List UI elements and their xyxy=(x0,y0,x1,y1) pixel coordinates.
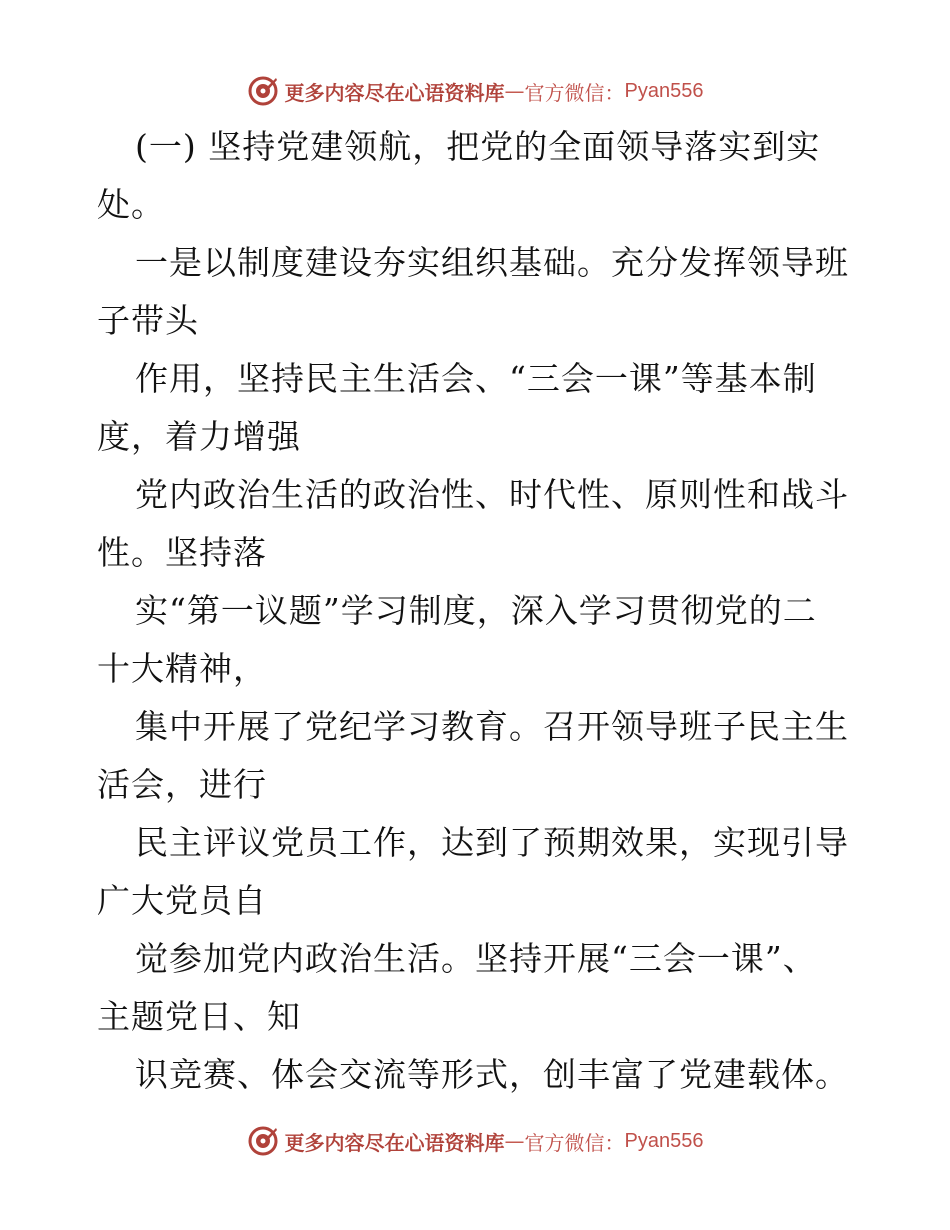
banner-wechat-id: Pyan556 xyxy=(624,1129,704,1152)
banner-wechat-id: Pyan556 xyxy=(624,79,704,102)
footer-banner xyxy=(0,1121,950,1161)
body-line: 觉参加党内政治生活。坚持开展“三会一课”、 xyxy=(135,939,817,978)
body-line: 度，着力增强 xyxy=(97,417,301,456)
body-line: 作用，坚持民主生活会、“三会一课”等基本制 xyxy=(135,359,817,398)
pen-logo-icon xyxy=(247,1125,279,1157)
banner-main-text: 更多内容尽在心语资料库 xyxy=(284,1130,505,1155)
banner-sub-text: 官方微信： xyxy=(524,80,625,105)
body-line: 一是以制度建设夯实组织基础。充分发挥领导班 xyxy=(135,243,849,282)
body-line: 处。 xyxy=(97,185,165,224)
pen-logo-icon xyxy=(247,75,279,107)
body-line: 性。坚持落 xyxy=(97,533,267,572)
body-line: 党内政治生活的政治性、时代性、原则性和战斗 xyxy=(135,475,849,514)
banner-dash: — xyxy=(504,79,525,103)
banner-main-text: 更多内容尽在心语资料库 xyxy=(284,80,505,105)
body-line: 民主评议党员工作，达到了预期效果，实现引导 xyxy=(135,823,849,862)
banner-sub-text: 官方微信： xyxy=(524,1130,625,1155)
body-line: 子带头 xyxy=(97,301,199,340)
body-line: 集中开展了党纪学习教育。召开领导班子民主生 xyxy=(135,707,849,746)
body-line: 活会，进行 xyxy=(97,765,267,804)
body-line: 广大党员自 xyxy=(97,881,267,920)
body-line: 实“第一议题”学习制度，深入学习贯彻党的二 xyxy=(135,591,817,630)
banner-dash: — xyxy=(504,1129,525,1153)
body-line: 十大精神， xyxy=(97,649,267,688)
body-line: 识竞赛、体会交流等形式，创丰富了党建载体。 xyxy=(135,1055,849,1094)
header-banner xyxy=(0,71,950,111)
document-body xyxy=(97,118,857,1104)
body-line: (一) 坚持党建领航，把党的全面领导落实到实 xyxy=(135,127,821,166)
body-line: 主题党日、知 xyxy=(97,997,301,1036)
